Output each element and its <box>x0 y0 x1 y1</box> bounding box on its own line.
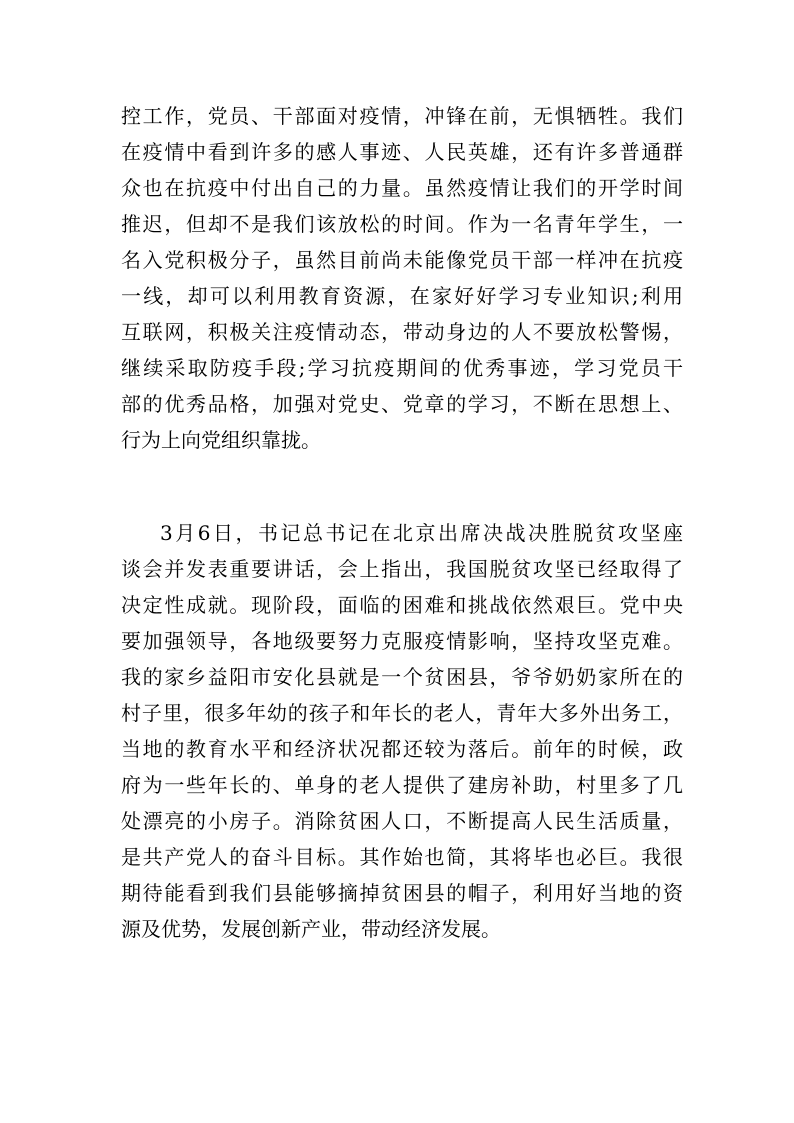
body-paragraph-2 <box>121 515 683 947</box>
paragraph-line: 是共产党人的奋斗目标。其作始也简，其将毕也必巨。我很 <box>121 845 683 869</box>
paragraph-line: 谈会并发表重要讲话，会上指出，我国脱贫攻坚已经取得了 <box>121 557 683 581</box>
paragraph-line: 决定性成就。现阶段，面临的困难和挑战依然艰巨。党中央 <box>121 593 683 617</box>
paragraph-line: 村子里，很多年幼的孩子和年长的老人，青年大多外出务工， <box>121 701 683 725</box>
paragraph-line: 推迟，但却不是我们该放松的时间。作为一名青年学生，一 <box>121 212 683 236</box>
paragraph-line: 要加强领导，各地级要努力克服疫情影响，坚持攻坚克难。 <box>121 629 683 653</box>
paragraph-line: 期待能看到我们县能够摘掉贫困县的帽子，利用好当地的资 <box>121 881 683 905</box>
paragraph-line: 当地的教育水平和经济状况都还较为落后。前年的时候，政 <box>121 737 683 761</box>
paragraph-line: 3月6日，书记总书记在北京出席决战决胜脱贫攻坚座 <box>160 521 683 545</box>
paragraph-line: 在疫情中看到许多的感人事迹、人民英雄，还有许多普通群 <box>121 140 683 164</box>
paragraph-line: 互联网，积极关注疫情动态，带动身边的人不要放松警惕， <box>121 320 683 344</box>
paragraph-line: 我的家乡益阳市安化县就是一个贫困县，爷爷奶奶家所在的 <box>121 665 683 689</box>
paragraph-line: 名入党积极分子，虽然目前尚未能像党员干部一样冲在抗疫 <box>121 248 683 272</box>
paragraph-line: 控工作，党员、干部面对疫情，冲锋在前，无惧牺牲。我们 <box>121 104 683 128</box>
paragraph-line: 处漂亮的小房子。消除贫困人口，不断提高人民生活质量， <box>121 809 683 833</box>
paragraph-line: 继续采取防疫手段;学习抗疫期间的优秀事迹，学习党员干 <box>121 356 683 380</box>
paragraph-line: 一线，却可以利用教育资源，在家好好学习专业知识;利用 <box>121 284 683 308</box>
paragraph-line: 众也在抗疫中付出自己的力量。虽然疫情让我们的开学时间 <box>121 176 683 200</box>
paragraph-line: 部的优秀品格，加强对党史、党章的学习，不断在思想上、 <box>121 392 683 416</box>
paragraph-line: 行为上向党组织靠拢。 <box>121 428 321 452</box>
paragraph-line: 府为一些年长的、单身的老人提供了建房补助，村里多了几 <box>121 773 683 797</box>
paragraph-line: 源及优势，发展创新产业，带动经济发展。 <box>121 917 501 941</box>
body-paragraph-1 <box>121 98 683 458</box>
